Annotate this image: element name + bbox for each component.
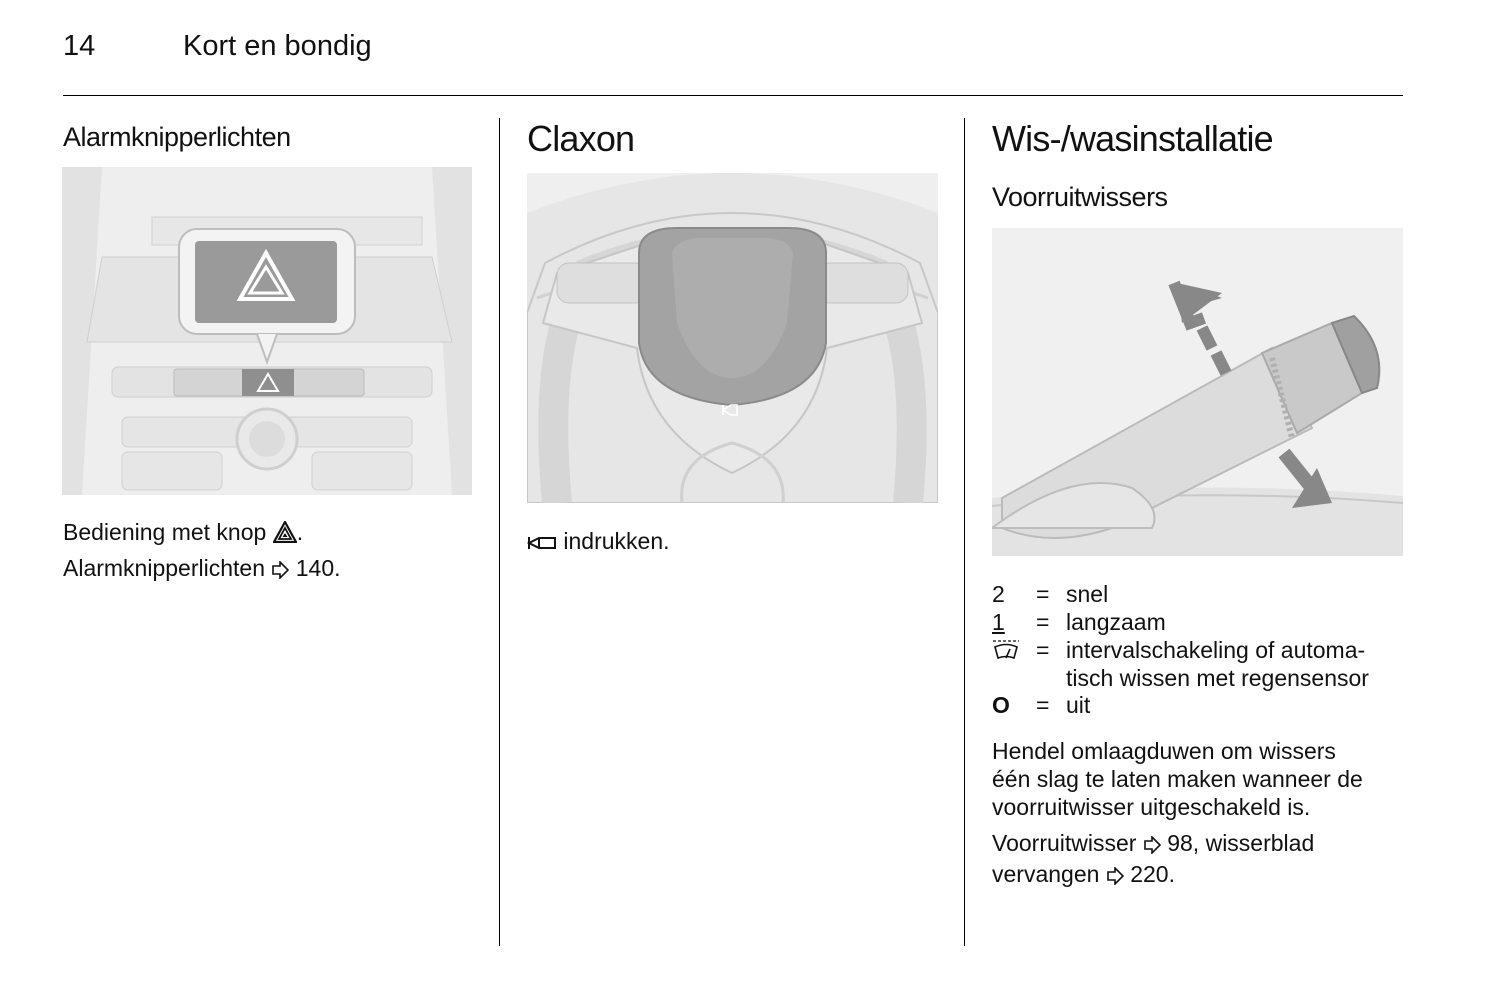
horn-caption	[527, 527, 670, 558]
header-divider	[63, 95, 1403, 96]
reference-line-1	[992, 829, 1412, 860]
hazard-switch-figure	[62, 167, 472, 495]
page-reference-arrow-icon	[1143, 832, 1161, 860]
legend-symbol-1: 1	[992, 609, 1005, 635]
hazard-reference-text: Alarmknipperlichten	[63, 555, 272, 581]
reference-text: Voorruitwisser	[992, 830, 1143, 856]
column-divider-2	[964, 118, 965, 946]
legend-symbol-2: 2	[992, 581, 1005, 607]
hazard-instruction-line	[63, 518, 303, 549]
subheading-windscreen-wipers: Voorruitwissers	[992, 182, 1168, 212]
legend-desc-off: uit	[1066, 692, 1091, 718]
wiper-lever-figure	[992, 228, 1403, 556]
page-reference-arrow-icon	[1106, 863, 1124, 891]
steering-wheel-figure	[527, 173, 938, 503]
column-divider-1	[499, 118, 500, 946]
page-reference-arrow-icon	[271, 557, 289, 585]
legend-symbol-off: O	[992, 692, 1010, 718]
legend-equals: =	[1036, 581, 1050, 607]
chapter-title: Kort en bondig	[183, 30, 372, 62]
hazard-reference-page: 140.	[295, 555, 341, 581]
hazard-instruction-end: .	[296, 519, 304, 545]
legend-equals: =	[1036, 609, 1050, 635]
section-heading-wiper: Wis-/wasinstallatie	[992, 118, 1273, 159]
legend-equals: =	[1036, 692, 1050, 718]
hazard-reference-line	[63, 554, 341, 585]
legend-desc-fast: snel	[1066, 581, 1109, 607]
paragraph-line: voorruitwisser uitgeschakeld is.	[992, 794, 1311, 820]
horn-icon	[527, 530, 557, 558]
legend-desc-interval: intervalschakeling of automa-	[1066, 637, 1366, 663]
interval-wiper-icon	[992, 636, 1024, 664]
section-heading-horn: Claxon	[527, 118, 635, 159]
wiper-reference-paragraph	[992, 829, 1412, 891]
legend-desc-slow: langzaam	[1066, 609, 1166, 635]
horn-caption-text: indrukken.	[563, 528, 670, 554]
wiper-single-wipe-paragraph	[992, 737, 1412, 821]
legend-equals: =	[1036, 637, 1050, 663]
reference-page: 98, wisserblad	[1167, 830, 1315, 856]
reference-page: 220.	[1130, 861, 1175, 887]
hazard-triangle-icon	[273, 521, 297, 549]
paragraph-line: één slag te laten maken wanneer de	[992, 766, 1363, 792]
paragraph-line: Hendel omlaagduwen om wissers	[992, 738, 1336, 764]
reference-text: vervangen	[992, 861, 1106, 887]
legend-desc-interval-cont: tisch wissen met regensensor	[1066, 665, 1369, 691]
page-number: 14	[63, 30, 96, 62]
reference-line-2	[992, 860, 1412, 891]
hazard-instruction-text: Bediening met knop	[63, 519, 273, 545]
section-heading-hazard: Alarmknipperlichten	[63, 122, 291, 152]
